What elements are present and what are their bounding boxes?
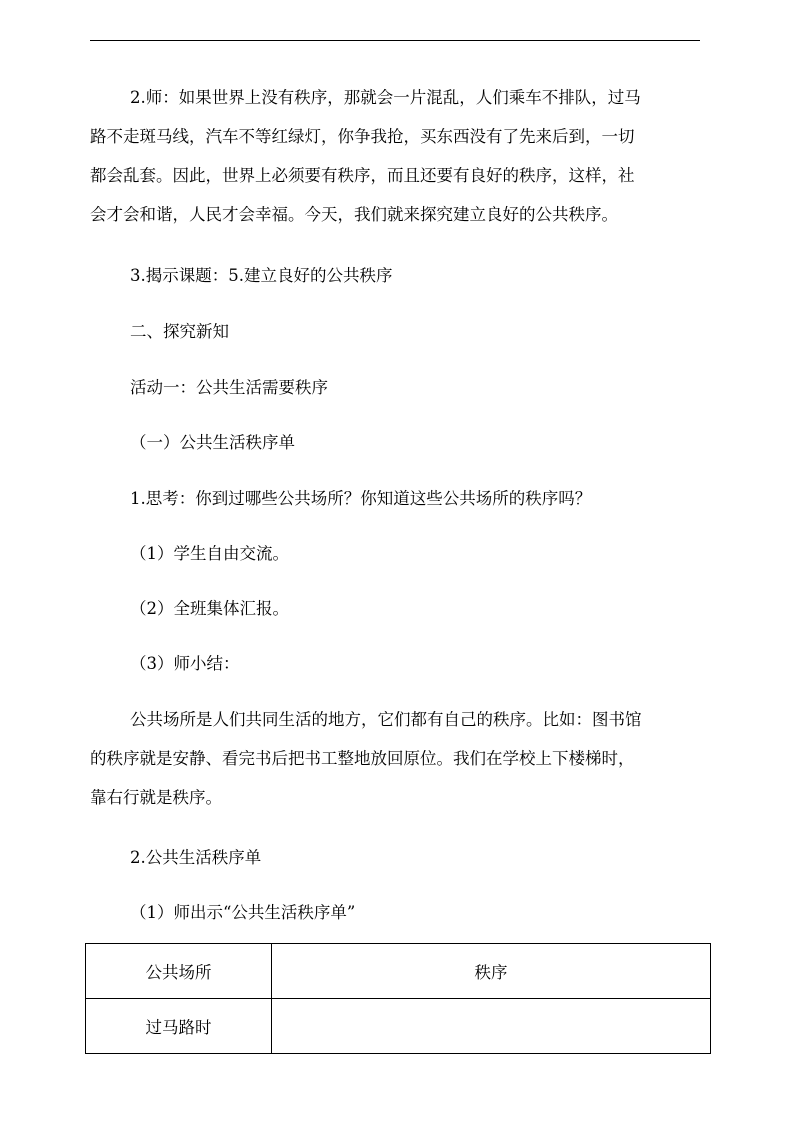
table-row	[86, 999, 711, 1054]
paragraph-line: 靠右行就是秩序。	[90, 788, 222, 807]
header-rule	[90, 40, 700, 41]
table-header-row	[86, 944, 711, 999]
paragraph-line: 路不走斑马线，汽车不等红绿灯，你争我抢，买东西没有了先来后到，一切	[90, 127, 635, 146]
subsection-heading: 2.公共生活秩序单	[130, 848, 262, 867]
table-cell: 过马路时	[86, 999, 272, 1054]
paragraph-line: 的秩序就是安静、看完书后把书工整地放回原位。我们在学校上下楼梯时，	[90, 749, 635, 768]
table-header-cell: 秩序	[272, 944, 711, 999]
order-table	[85, 943, 711, 1054]
step-text: （1）学生自由交流。	[130, 544, 289, 563]
paragraph-line: 都会乱套。因此，世界上必须要有秩序，而且还要有良好的秩序，这样，社	[90, 166, 635, 185]
paragraph-line: 公共场所是人们共同生活的地方，它们都有自己的秩序。比如：图书馆	[130, 710, 642, 729]
lesson-topic: 3.揭示课题：5.建立良好的公共秩序	[130, 266, 393, 285]
question-text: 1.思考：你到过哪些公共场所？你知道这些公共场所的秩序吗？	[130, 489, 592, 508]
table-cell	[272, 999, 711, 1054]
step-text: （3）师小结：	[130, 654, 240, 673]
paragraph-line: 2.师：如果世界上没有秩序，那就会一片混乱，人们乘车不排队，过马	[130, 88, 641, 107]
paragraph-line: 会才会和谐，人民才会幸福。今天，我们就来探究建立良好的公共秩序。	[90, 205, 618, 224]
section-heading: 二、探究新知	[130, 322, 229, 341]
table-header-cell: 公共场所	[86, 944, 272, 999]
step-text: （1）师出示“公共生活秩序单”	[130, 903, 356, 922]
activity-heading: 活动一：公共生活需要秩序	[130, 378, 328, 397]
subsection-heading: （一）公共生活秩序单	[130, 433, 295, 452]
step-text: （2）全班集体汇报。	[130, 599, 289, 618]
